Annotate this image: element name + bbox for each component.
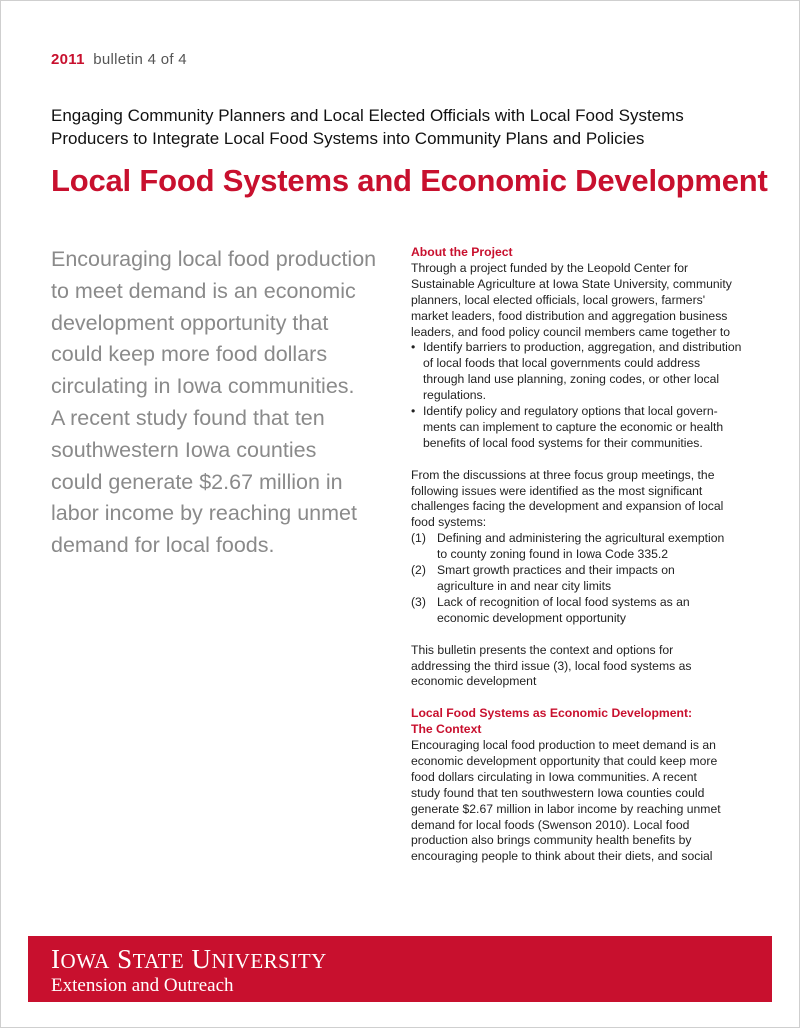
pull-quote-line: development opportunity that xyxy=(51,310,329,335)
issue-item xyxy=(411,531,763,563)
about-intro-line: market leaders, food distribution and aggregation business xyxy=(411,308,728,323)
bullet-marker: • xyxy=(411,404,416,419)
pull-quote-line: circulating in Iowa communities. xyxy=(51,374,355,399)
bulletin-count: bulletin 4 of 4 xyxy=(93,51,187,68)
pull-quote-line: southwestern Iowa counties xyxy=(51,437,317,462)
context-body-line: generate $2.67 million in labor income by reaching unmet xyxy=(411,801,721,816)
context-heading: The Context xyxy=(411,722,482,737)
pull-quote-line: demand for local foods. xyxy=(51,533,275,558)
context-body-line: encouraging people to think about their diets, and social xyxy=(411,849,713,864)
about-intro-line: leaders, and food policy council members came together to xyxy=(411,324,731,339)
about-heading: About the Project xyxy=(411,245,513,259)
bullet-line: ments can implement to capture the economic or health xyxy=(423,419,724,434)
about-intro-line: planners, local elected officials, local growers, farmers' xyxy=(411,292,706,307)
bullet-marker: • xyxy=(411,340,416,355)
issue-line: agriculture in and near city limits xyxy=(437,579,612,594)
wordmark-smallcaps: OWA xyxy=(60,949,110,973)
pull-quote-line: A recent study found that ten xyxy=(51,405,325,430)
discussion-line: food systems: xyxy=(411,515,487,530)
project-subtitle xyxy=(51,104,771,150)
context-body-line: food dollars circulating in Iowa communities. A recent xyxy=(411,769,697,784)
subtitle-line: Engaging Community Planners and Local Elected Officials with Local Food Systems xyxy=(51,106,684,125)
bullet-line: regulations. xyxy=(423,388,487,403)
about-intro-line: Sustainable Agriculture at Iowa State University, community xyxy=(411,276,732,291)
context-body-line: economic development opportunity that could keep more xyxy=(411,753,718,768)
bullet-line: through land use planning, zoning codes, or other local xyxy=(423,372,720,387)
page-title: Local Food Systems and Economic Development xyxy=(51,163,768,198)
university-wordmark xyxy=(51,944,327,975)
extension-outreach-label: Extension and Outreach xyxy=(51,975,234,996)
bulletin-scope-line: This bulletin presents the context and options for xyxy=(411,642,674,657)
wordmark-smallcaps: TATE xyxy=(132,949,185,973)
wordmark-initial: U xyxy=(191,944,212,974)
pull-quote-line: to meet demand is an economic xyxy=(51,278,356,303)
context-body-line: production also brings community health benefits by xyxy=(411,833,692,848)
context-body-line: Encouraging local food production to meet demand is an xyxy=(411,738,716,753)
discussion-line: From the discussions at three focus group meetings, the xyxy=(411,467,715,482)
issue-number: (3) xyxy=(411,594,426,609)
issue-line: Lack of recognition of local food systems as an xyxy=(437,594,690,609)
issue-line: to county zoning found in Iowa Code 335.2 xyxy=(437,547,669,562)
wordmark-smallcaps: NIVERSITY xyxy=(211,949,327,973)
issue-line: Defining and administering the agricultural exemption xyxy=(437,531,725,546)
bullet-line: Identify barriers to production, aggregation, and distribution xyxy=(423,340,742,355)
pull-quote-line: could generate $2.67 million in xyxy=(51,469,343,494)
discussion-line: challenges facing the development and expansion of local xyxy=(411,499,724,514)
discussion-line: following issues were identified as the most significant xyxy=(411,483,703,498)
university-footer-banner xyxy=(28,936,772,1002)
wordmark-initial: I xyxy=(51,944,61,974)
bulletin-year: 2011 xyxy=(51,51,85,68)
context-body-line: study found that ten southwestern Iowa counties could xyxy=(411,785,705,800)
bulletin-scope-line: addressing the third issue (3), local food systems as xyxy=(411,658,692,673)
bullet-line: of local foods that local governments could address xyxy=(423,356,701,371)
pull-quote-line: labor income by reaching unmet xyxy=(51,501,357,526)
subtitle-line: Producers to Integrate Local Food Systems into Community Plans and Policies xyxy=(51,129,645,148)
issue-number: (1) xyxy=(411,531,426,546)
bulletin-scope-line: economic development xyxy=(411,674,537,689)
right-column xyxy=(411,245,763,865)
pull-quote-line: Encouraging local food production xyxy=(51,247,377,271)
issue-item xyxy=(411,595,763,627)
bullet-line: benefits of local food systems for their communities. xyxy=(423,435,703,450)
bullet-line: Identify policy and regulatory options that local govern- xyxy=(423,404,718,419)
bulletin-number-line xyxy=(51,51,187,68)
pull-quote xyxy=(51,244,396,562)
about-intro-line: Through a project funded by the Leopold Center for xyxy=(411,260,689,275)
pull-quote-line: could keep more food dollars xyxy=(51,342,328,367)
issue-line: Smart growth practices and their impacts on xyxy=(437,563,675,578)
context-heading: Local Food Systems as Economic Development: xyxy=(411,706,693,721)
context-body-line: demand for local foods (Swenson 2010). Local food xyxy=(411,817,690,832)
goal-bullet xyxy=(411,404,763,452)
issue-item xyxy=(411,563,763,595)
issue-line: economic development opportunity xyxy=(437,610,627,625)
issue-number: (2) xyxy=(411,563,426,578)
wordmark-initial: S xyxy=(117,944,133,974)
goal-bullet xyxy=(411,340,763,404)
